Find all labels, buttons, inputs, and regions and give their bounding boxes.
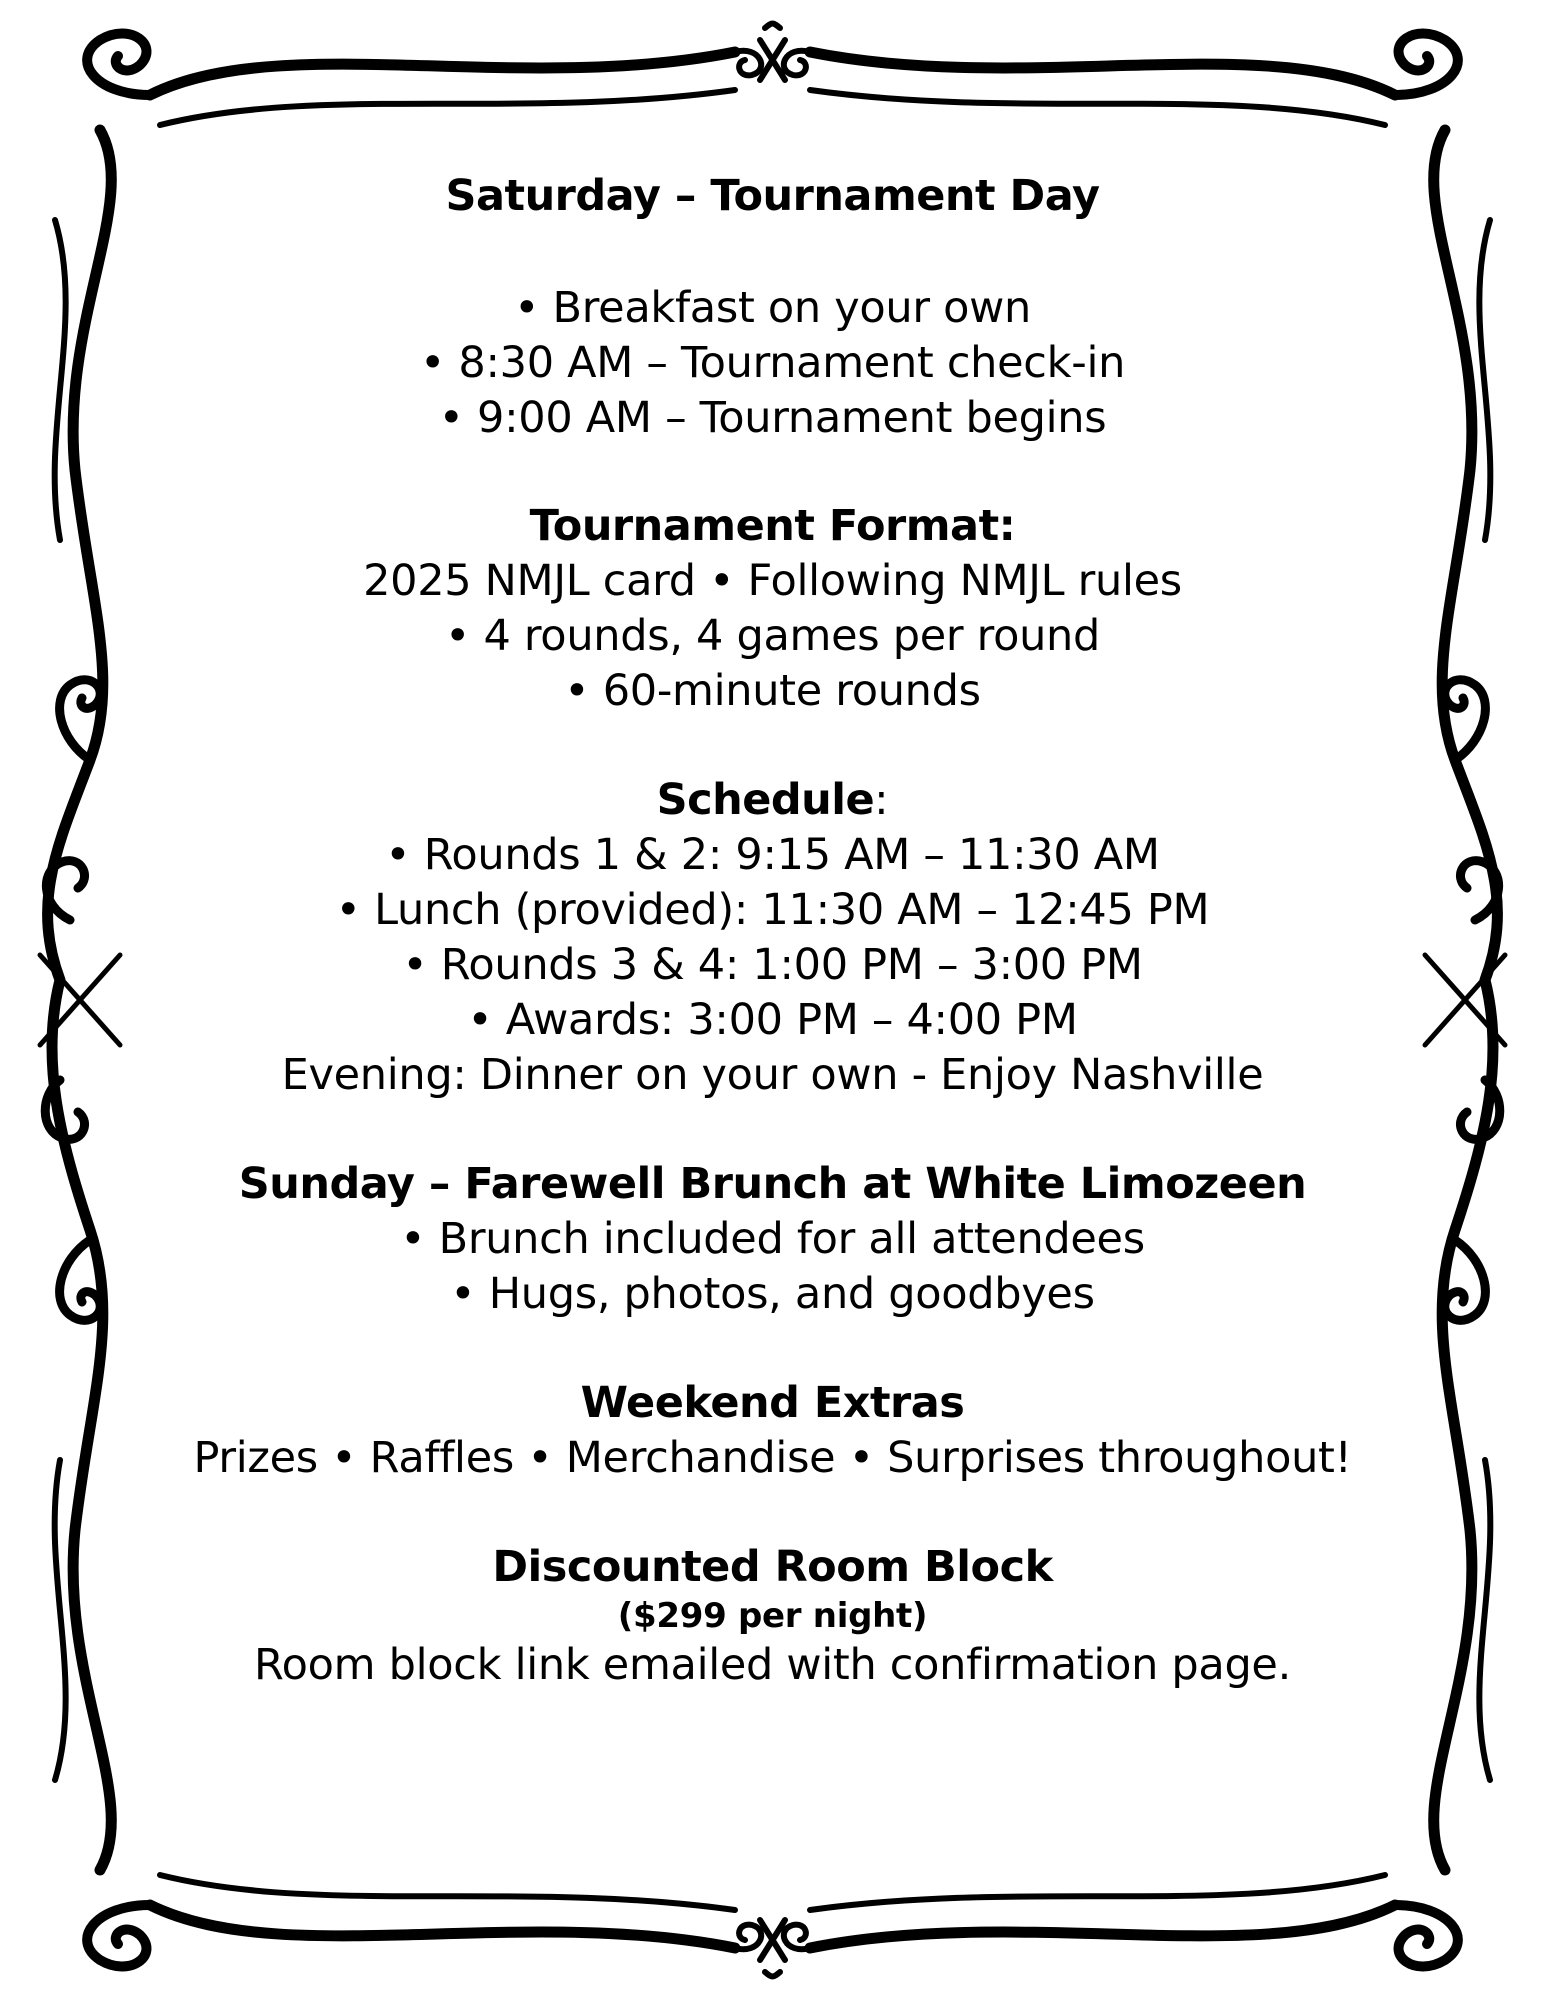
- top-left-curl-icon: [87, 33, 150, 95]
- saturday-item: • 8:30 AM – Tournament check-in: [419, 338, 1126, 388]
- room-block-heading: Discounted Room Block: [492, 1542, 1053, 1592]
- top-right-curl-icon: [1395, 33, 1458, 95]
- itinerary-content: [150, 0, 1395, 2000]
- sunday-heading: Sunday – Farewell Brunch at White Limozeen: [238, 1159, 1307, 1209]
- bottom-left-curl-icon: [87, 1905, 150, 1967]
- schedule-line: • Rounds 1 & 2: 9:15 AM – 11:30 AM: [385, 830, 1160, 880]
- schedule-line: • Awards: 3:00 PM – 4:00 PM: [467, 995, 1078, 1045]
- room-block-price: ($299 per night): [617, 1596, 928, 1636]
- schedule-line: Evening: Dinner on your own - Enjoy Nashville: [281, 1050, 1264, 1100]
- format-line: • 60-minute rounds: [564, 666, 981, 716]
- format-line: 2025 NMJL card • Following NMJL rules: [363, 556, 1182, 606]
- bottom-right-curl-icon: [1395, 1905, 1458, 1967]
- room-block-line: Room block link emailed with confirmation page.: [254, 1640, 1291, 1690]
- sunday-line: • Hugs, photos, and goodbyes: [450, 1269, 1095, 1319]
- saturday-heading: Saturday – Tournament Day: [445, 171, 1100, 221]
- saturday-item: • 9:00 AM – Tournament begins: [438, 393, 1107, 443]
- saturday-item: • Breakfast on your own: [514, 283, 1031, 333]
- schedule-line: • Lunch (provided): 11:30 AM – 12:45 PM: [335, 885, 1210, 935]
- extras-heading: Weekend Extras: [580, 1378, 965, 1428]
- sunday-line: • Brunch included for all attendees: [400, 1214, 1145, 1264]
- schedule-line: • Rounds 3 & 4: 1:00 PM – 3:00 PM: [402, 940, 1143, 990]
- extras-line: Prizes • Raffles • Merchandise • Surprises throughout!: [193, 1433, 1352, 1483]
- format-heading: Tournament Format:: [529, 501, 1016, 551]
- schedule-heading: [150, 772, 1395, 828]
- format-line: • 4 rounds, 4 games per round: [445, 611, 1100, 661]
- schedule-heading-colon: :: [874, 775, 889, 825]
- schedule-heading-text: Schedule: [656, 775, 875, 825]
